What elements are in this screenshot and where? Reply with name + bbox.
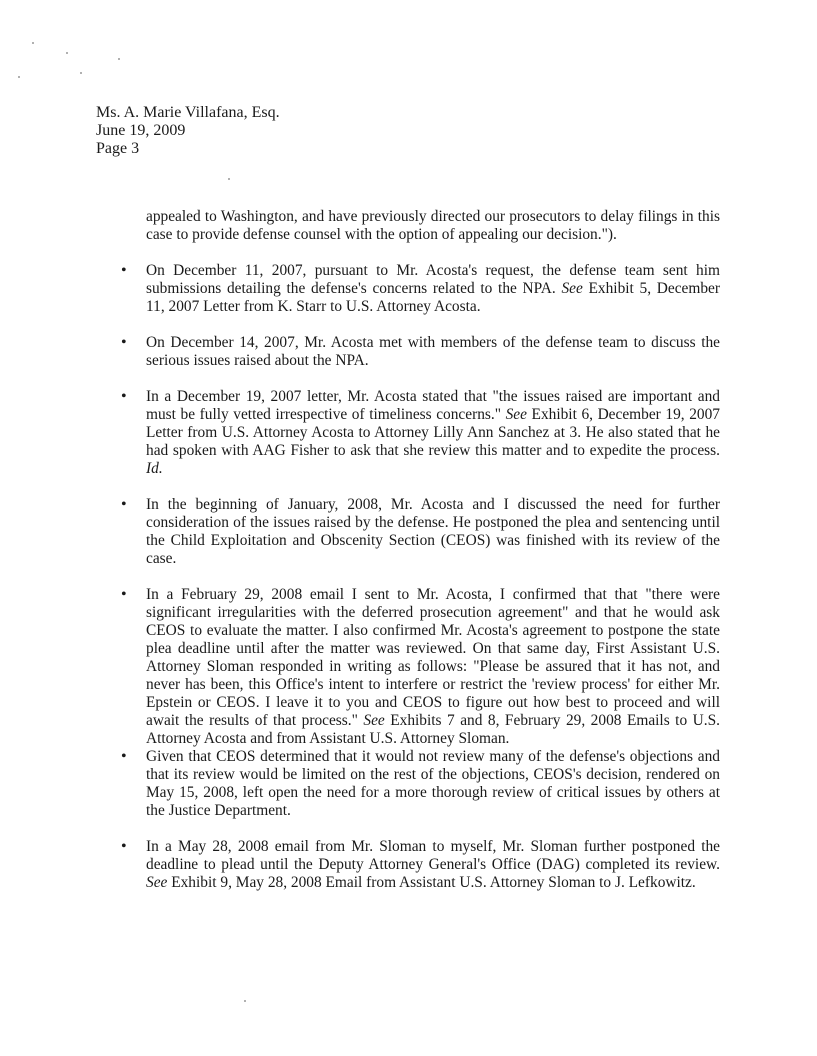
bullet-item: [146, 586, 720, 748]
citation-signal: See: [561, 280, 583, 297]
bullet-item: [146, 748, 720, 820]
bullet-marker: •: [121, 496, 127, 513]
bullet-text: On December 14, 2007, Mr. Acosta met with members of the defense team to discuss the serious issues raised about the NPA.: [146, 334, 720, 369]
scan-speck: [18, 76, 20, 78]
bullet-text: Given that CEOS determined that it would not review many of the defense's objections and that its review would be limited on the rest of the objections, CEOS's decision, rendered on May 15, 2008, left open the need for a more thorough review of critical issues by others at the Justice Department.: [146, 748, 720, 819]
bullet-marker: •: [121, 334, 127, 351]
bullet-marker: •: [121, 748, 127, 765]
citation-signal: Id.: [146, 460, 163, 477]
citation-signal: See: [146, 874, 168, 891]
bullet-marker: •: [121, 838, 127, 855]
bullet-text: Exhibits 7 and 8, February 29, 2008 Emails to U.S. Attorney Acosta and from Assistant U.S. Attorney Sloman.: [146, 712, 720, 747]
letter-header: [96, 104, 280, 158]
bullet-text: On December 11, 2007, pursuant to Mr. Acosta's request, the defense team sent him submissions detailing the defense's concerns related to the NPA.: [146, 262, 720, 297]
scan-speck: [244, 1000, 246, 1002]
scan-speck: [66, 52, 68, 54]
date-line: June 19, 2009: [96, 122, 186, 139]
scan-speck: [32, 42, 34, 44]
page-number-line: Page 3: [96, 140, 140, 157]
scan-speck: [228, 178, 230, 180]
scan-speck: [118, 58, 120, 60]
bullet-text: In a May 28, 2008 email from Mr. Sloman to myself, Mr. Sloman further postponed the deadline to plead until the Deputy Attorney General's Office (DAG) completed its review.: [146, 838, 720, 873]
recipient-line: Ms. A. Marie Villafana, Esq.: [96, 104, 280, 121]
bullet-item: [146, 388, 720, 478]
bullet-item: [146, 334, 720, 370]
bullet-text: Exhibit 9, May 28, 2008 Email from Assistant U.S. Attorney Sloman to J. Lefkowitz.: [167, 874, 696, 891]
bullet-text: In the beginning of January, 2008, Mr. Acosta and I discussed the need for further consideration of the issues raised by the defense. He postponed the plea and sentencing until the Child Exploitation and Obscenity Section (CEOS) was finished with its review of the case.: [146, 496, 720, 567]
bullet-text: In a February 29, 2008 email I sent to Mr. Acosta, I confirmed that that "there were significant irregularities with the deferred prosecution agreement" and that he would ask CEOS to evaluate the matter. I also confirmed Mr. Acosta's agreement to postpone the state plea deadline until after the matter was reviewed. On that same day, First Assistant U.S. Attorney Sloman responded in writing as follows: "Please be assured that it has not, and never has been, this Office's intent to interfere or restrict the 'review process' for either Mr. Epstein or CEOS. I leave it to you and CEOS to figure out how best to proceed and will await the results of that process.": [146, 586, 720, 729]
bullet-item: [146, 262, 720, 316]
bullet-item: [146, 496, 720, 568]
scan-speck: [80, 72, 82, 74]
citation-signal: See: [363, 712, 385, 729]
bullet-text: Exhibit 6, December 19, 2007 Letter from U.S. Attorney Acosta to Attorney Lilly Ann Sanchez at 3. He also stated that he had spoken with AAG Fisher to ask that she review this matter and to expedite the process.: [146, 406, 720, 459]
bullet-item: [146, 838, 720, 892]
continuation-paragraph: appealed to Washington, and have previously directed our prosecutors to delay filings in this case to provide defense counsel with the option of appealing our decision.").: [146, 208, 720, 243]
bullet-text: In a December 19, 2007 letter, Mr. Acosta stated that "the issues raised are important and must be fully vetted irrespective of timeliness concerns.": [146, 388, 720, 423]
citation-signal: See: [505, 406, 527, 423]
bullet-marker: •: [121, 586, 127, 603]
bullet-marker: •: [121, 262, 127, 279]
bullet-marker: •: [121, 388, 127, 405]
bullet-text: Exhibit 5, December 11, 2007 Letter from K. Starr to U.S. Attorney Acosta.: [146, 280, 720, 315]
